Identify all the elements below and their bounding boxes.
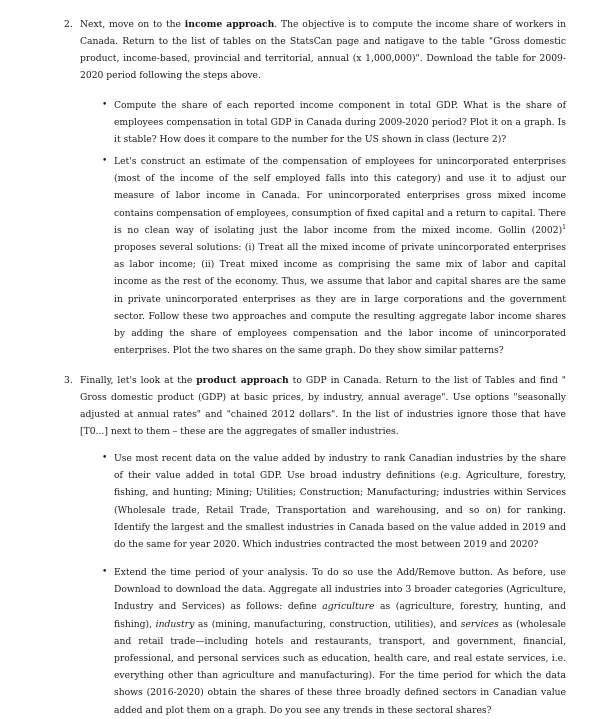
agriculture-term: agriculture bbox=[322, 601, 375, 613]
item-3-bullet-2-p3: as (mining, manufacturing, construction, utilities), and bbox=[194, 618, 461, 630]
item-3-intro-post: to GDP in Canada. Return to the list of Tables and find " Gross domestic product (GDP) at basic prices, by industry, annual average". Use options "seasonally adjusted at annual rates" and "chained 2012 dollars". In the list of industries ignore those that have [T0...] next to them – these are the aggregates of smaller industries. bbox=[80, 375, 566, 437]
item-2-bullet-1 bbox=[102, 97, 566, 149]
income-approach-term: income approach bbox=[184, 19, 275, 30]
product-approach-term: product approach bbox=[196, 375, 289, 386]
item-3-intro-pre: Finally, let's look at the bbox=[80, 375, 197, 386]
item-2-bullet-1-text: Compute the share of each reported income component in total GDP. What is the share of employees compensation in total GDP in Canada during 2009-2020 period? Plot it on a graph. Is it stable? How does it compare to the number for the US shown in class (lecture 2)? bbox=[114, 100, 566, 146]
item-3-intro bbox=[64, 372, 566, 440]
bullet-icon: • bbox=[102, 453, 108, 463]
item-2-bullet-2-pre: Let's construct an estimate of the compensation of employees for unincorporated enterprises (most of the income of the self employed falls into this category) and use it to adjust our measure of labor income in Canada. For unincorporated enterprises gross mixed income contains compensation of employees, consumption of fixed capital and a return to capital. There is no clean way of isolating just the labor income from the mixed income. Gollin (2002) bbox=[114, 156, 566, 236]
item-3-number: 3. bbox=[64, 375, 73, 386]
item-3-bullet-2 bbox=[102, 564, 566, 719]
item-2-number: 2. bbox=[64, 19, 73, 30]
item-3-bullet-1-text: Use most recent data on the value added by industry to rank Canadian industries by the share of their value added in total GDP. Use broad industry definitions (e.g. Agriculture, forestry, fishing, and hunting; Mining; Utilities; Construction; Manufacturing; industries within Services (Wholesale trade, Retail Trade, Transportation and warehousing, and so on) for ranking. Identify the largest and the smallest industries in Canada based on the value added in 2019 and do the same for year 2020. Which industries contracted the most between 2019 and 2020? bbox=[114, 453, 566, 551]
bullet-icon: • bbox=[102, 100, 108, 110]
services-term: services bbox=[460, 618, 499, 630]
item-2-intro-pre: Next, move on to the bbox=[80, 19, 185, 30]
item-3-bullet-2-p2: as (agriculture, forestry, hunting, and fishing), bbox=[114, 601, 566, 630]
item-2-bullet-2 bbox=[102, 153, 566, 359]
footnote-marker[interactable]: 1 bbox=[562, 223, 566, 231]
item-3-bullet-1 bbox=[102, 450, 566, 553]
item-2-intro bbox=[64, 16, 566, 84]
item-2-bullet-2-post: proposes several solutions: (i) Treat all the mixed income of private unincorporated enterprises as labor income; (ii) Treat mixed income as comprising the same mix of labor and capital income as the rest of the economy. Thus, we assume that labor and capital shares are the same in private unincorporated enterprises as they are in large corporations and the government sector. Follow these two approaches and compute the resulting aggregate labor income shares by adding the share of employees compensation and the labor income of unincorporated enterprises. Plot the two shares on the same graph. Do they show similar patterns? bbox=[114, 242, 566, 357]
item-2-intro-post: . The objective is to compute the income share of workers in Canada. Return to the list of tables on the StatsCan page and natigave to the table "Gross domestic product, income-based, provincial and territorial, annual (x 1,000,000)". Download the table for 2009-2020 period following the steps above. bbox=[80, 19, 566, 81]
bullet-icon: • bbox=[102, 567, 108, 577]
bullet-icon: • bbox=[102, 156, 108, 166]
industry-term: industry bbox=[155, 618, 195, 630]
item-3-bullet-2-p1: Extend the time period of your analysis. To do so use the Add/Remove button. As before, use Download to download the data. Aggregate all industries into 3 broader categories (Agriculture, Industry and Services) as follows: define bbox=[114, 567, 566, 613]
item-3-bullet-2-p4: as (wholesale and retail trade—including hotels and restaurants, transport, and government, financial, professional, and personal services such as education, health care, and real estate services, i.e. everything other than agriculture and manufacturing). For the time period for which the data shows (2016-2020) obtain the shares of these three broadly defined sectors in Canadian value added and plot them on a graph. Do you see any trends in these sectoral shares? bbox=[114, 618, 566, 716]
